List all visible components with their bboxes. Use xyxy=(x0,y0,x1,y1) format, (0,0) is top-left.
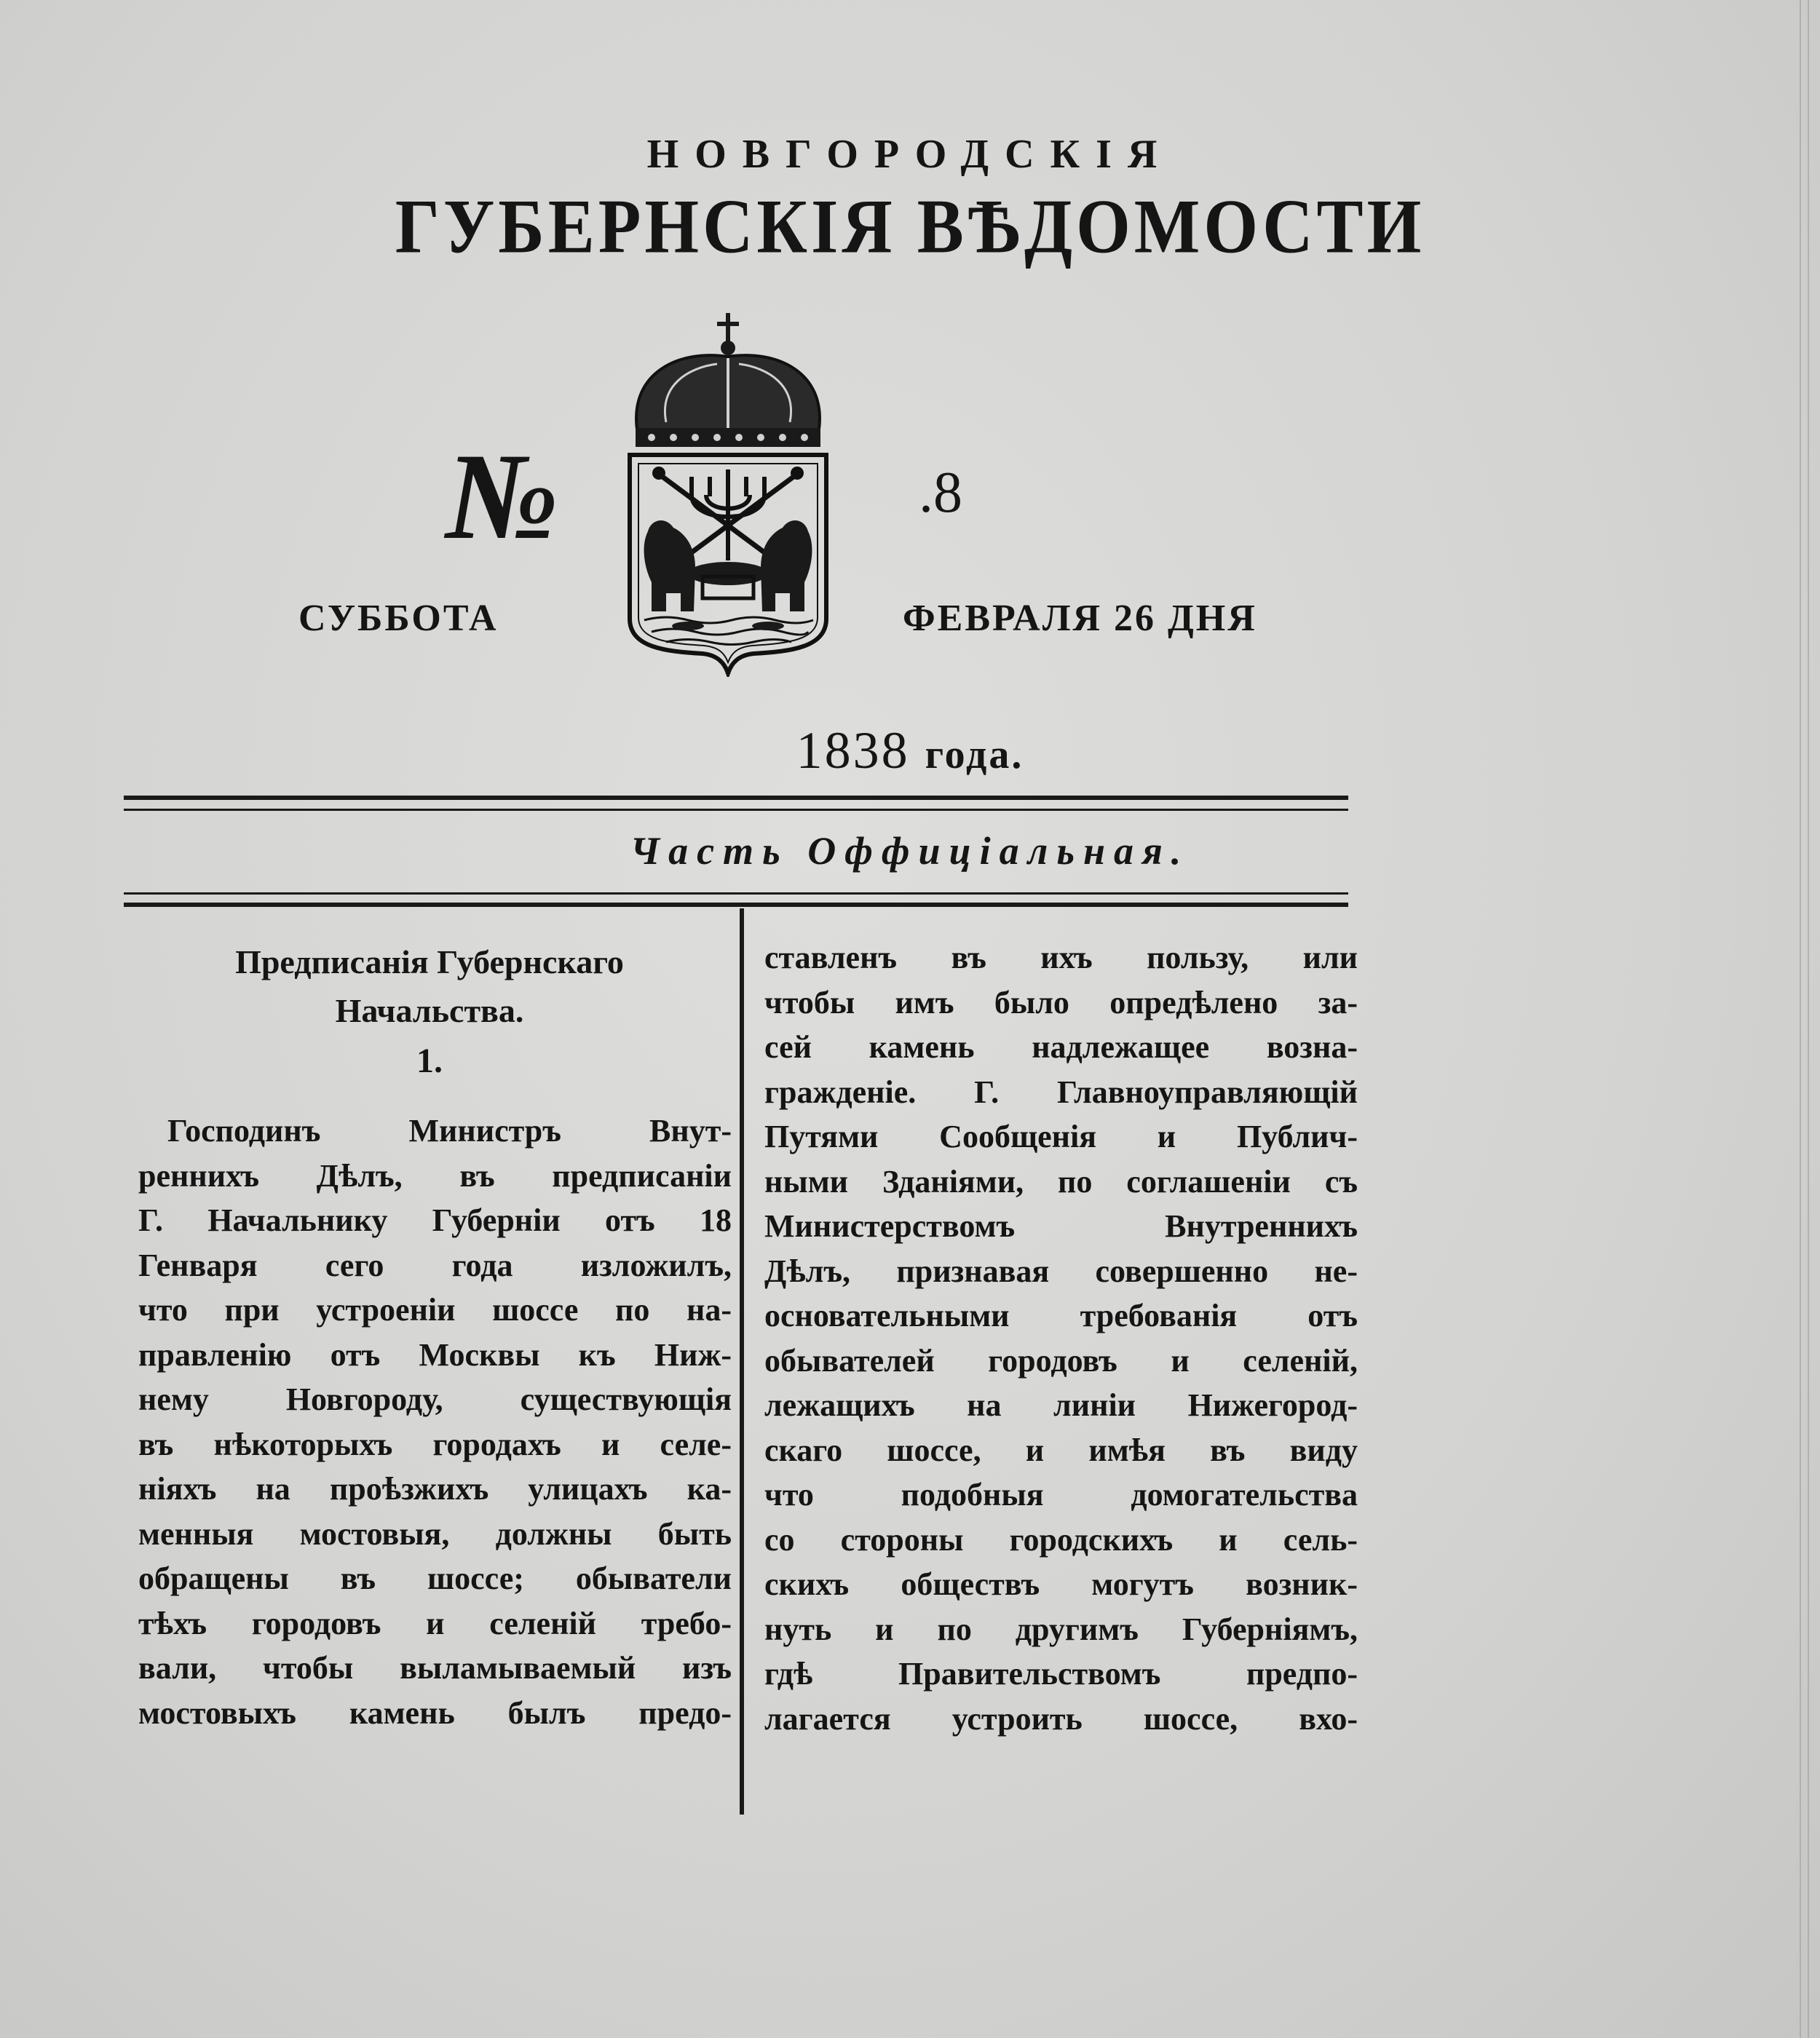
masthead-title: ГУБЕРНСКІЯ ВѢДОМОСТИ xyxy=(395,183,1425,269)
issue-number-sign: № xyxy=(446,428,559,565)
text-line: ніяхъ на проѣзжихъ улицахъ ка- xyxy=(138,1471,732,1507)
rule-top-thin xyxy=(124,809,1348,811)
text-line: скаго шоссе, и имѣя въ виду xyxy=(764,1432,1358,1468)
article-item-number: 1. xyxy=(416,1042,443,1080)
text-line: Генваря сего года изложилъ, xyxy=(138,1247,732,1283)
article-column-1 xyxy=(138,1109,732,1735)
text-line: что подобныя домогательства xyxy=(764,1477,1358,1512)
column-divider xyxy=(740,908,744,1815)
text-line: правленію отъ Москвы къ Ниж- xyxy=(138,1336,732,1373)
text-line: вали, чтобы выламываемый изъ xyxy=(138,1650,732,1686)
article-heading-line-2: Начальства. xyxy=(335,992,524,1029)
text-line: скихъ обществъ могутъ возник- xyxy=(764,1566,1358,1602)
text-line: чтобы имъ было опредѣлено за- xyxy=(764,984,1358,1020)
page-edge-line xyxy=(1808,0,1809,2038)
text-line: Путями Сообщенія и Публич- xyxy=(764,1119,1358,1154)
article-heading-line-1: Предписанія Губернскаго xyxy=(235,943,624,980)
text-line: что при устроеніи шоссе по на- xyxy=(138,1292,732,1328)
text-line: сей камень надлежащее возна- xyxy=(764,1029,1358,1065)
text-line: Г. Начальнику Губерніи отъ 18 xyxy=(138,1202,732,1238)
issue-weekday: СУББОТА xyxy=(298,598,499,639)
rule-top-thick xyxy=(124,796,1348,800)
text-line: лежащихъ на линіи Нижегород- xyxy=(764,1387,1358,1423)
text-line: обращены въ шоссе; обыватели xyxy=(138,1561,732,1596)
masthead-line-1: НОВГОРОДСКІЯ xyxy=(646,132,1174,177)
coat-of-arms-icon xyxy=(622,306,834,677)
issue-year-line xyxy=(0,721,1820,781)
issue-year: 1838 xyxy=(796,721,910,780)
text-line: Министерствомъ Внутреннихъ xyxy=(764,1208,1358,1244)
text-line: гражденіе. Г. Главноуправляющій xyxy=(764,1074,1358,1110)
issue-date: ФЕВРАЛЯ 26 ДНЯ xyxy=(903,598,1257,639)
rule-bottom-thick xyxy=(124,903,1348,907)
text-line: въ нѣкоторыхъ городахъ и селе- xyxy=(138,1426,732,1462)
text-line: Господинъ Министръ Внут- xyxy=(167,1113,732,1149)
text-line: ставленъ въ ихъ пользу, или xyxy=(764,940,1358,975)
text-line: нуть и по другимъ Губерніямъ, xyxy=(764,1611,1358,1647)
text-line: обывателей городовъ и селеній, xyxy=(764,1342,1358,1379)
text-line: менныя мостовыя, должны быть xyxy=(138,1515,732,1552)
section-title: Часть Оффиціальная. xyxy=(630,829,1190,873)
text-line: ными Зданіями, по соглашеніи съ xyxy=(764,1163,1358,1200)
text-line: реннихъ Дѣлъ, въ предписаніи xyxy=(138,1157,732,1194)
issue-number: .8 xyxy=(919,461,962,525)
text-line: тѣхъ городовъ и селеній требо- xyxy=(138,1605,732,1641)
issue-year-word: года. xyxy=(925,732,1024,777)
text-line: гдѣ Правительствомъ предпо- xyxy=(764,1656,1358,1692)
text-line: Дѣлъ, признавая совершенно не- xyxy=(764,1253,1358,1289)
text-line: основательными требованія отъ xyxy=(764,1298,1358,1333)
text-line: мостовыхъ камень былъ предо- xyxy=(138,1694,732,1731)
article-column-2 xyxy=(764,935,1358,1741)
text-line: со стороны городскихъ и сель- xyxy=(764,1521,1358,1558)
rule-bottom-thin xyxy=(124,892,1348,895)
text-line: нему Новгороду, существующія xyxy=(138,1381,732,1417)
text-line: лагается устроить шоссе, вхо- xyxy=(764,1700,1358,1737)
page-edge-line xyxy=(1800,0,1801,2038)
